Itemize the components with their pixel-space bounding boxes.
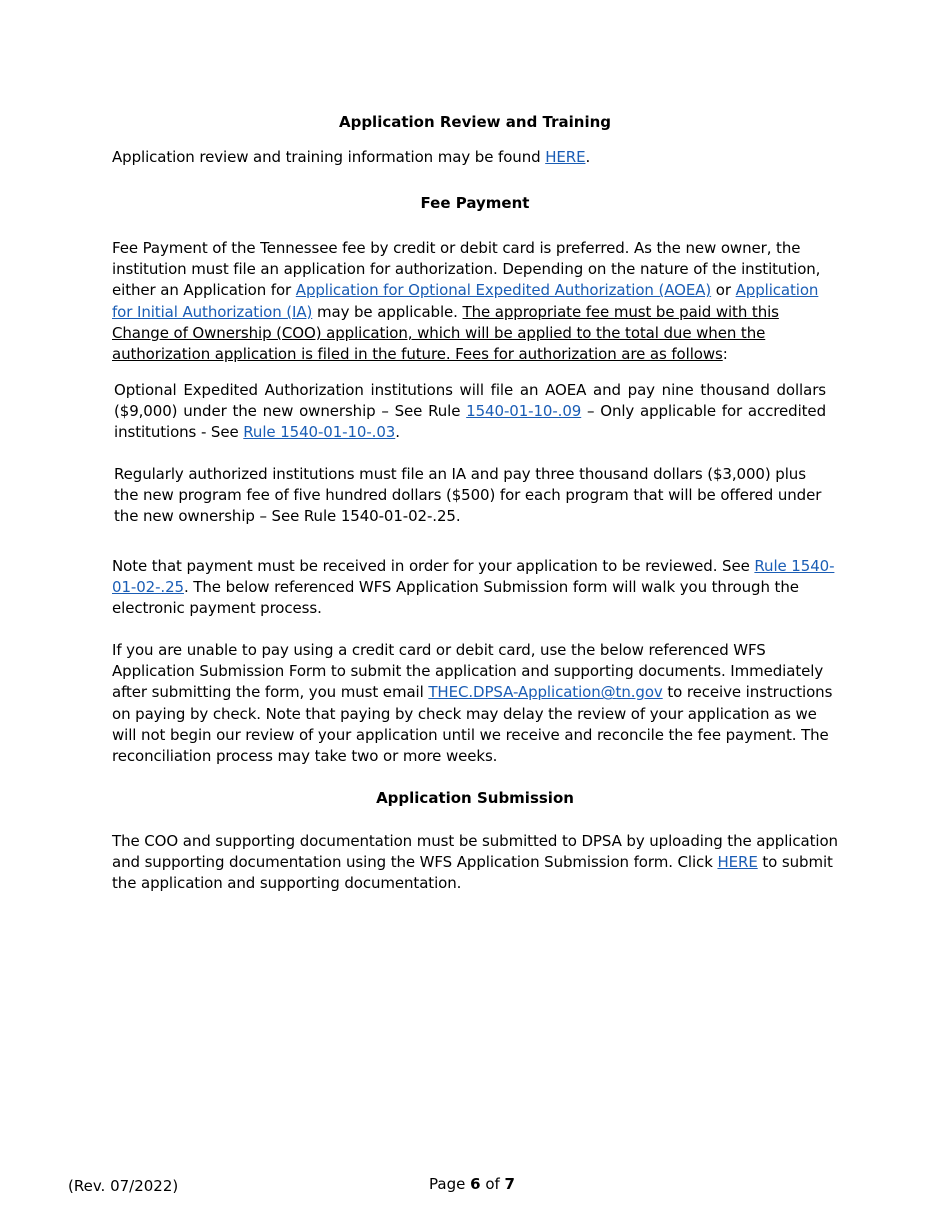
aoea-fee-text-3: . xyxy=(395,423,400,442)
review-text: Application review and training information may be found xyxy=(112,148,546,166)
submission-text: The COO and supporting documentation must be submitted to DPSA by uploading the application and supporting documentation using the WFS Application Submission form. Click xyxy=(112,832,838,872)
aoea-fee-text-2: – Only applicable for accredited institutions - See xyxy=(114,402,826,442)
page-prefix: Page xyxy=(429,1175,471,1193)
review-heading: Application Review and Training xyxy=(338,113,612,131)
submission-text-2: to submit the application and supporting documentation. xyxy=(112,853,833,893)
review-text-end: . xyxy=(585,148,591,166)
submission-heading: Application Submission xyxy=(376,789,574,807)
page-total: 7 xyxy=(504,1175,515,1193)
fee-intro-colon: : xyxy=(722,345,728,364)
rule-1540-01-10-03-link[interactable]: Rule 1540-01-10-.03 xyxy=(243,423,396,442)
payment-note-paragraph xyxy=(112,556,838,620)
fee-intro-or: or xyxy=(711,281,736,300)
rule-1540-01-02-25-link[interactable]: Rule 1540-01-02-.25 xyxy=(112,557,835,597)
fee-heading: Fee Payment xyxy=(420,194,530,212)
dpsa-email-link[interactable]: THEC.DPSA-Application@tn.gov xyxy=(428,683,663,702)
aoea-fee-text: Optional Expedited Authorization institutions will file an AOEA and pay nine thousand dollars ($9,000) under the new ownership – See Rule xyxy=(114,381,826,421)
fee-intro-underlined: The appropriate fee must be paid with this Change of Ownership (COO) application, which will be applied to the total due when the authorization application is filed in the future. Fees for authorization are as follows xyxy=(112,302,779,364)
submission-paragraph xyxy=(112,831,838,895)
aoea-fee-paragraph xyxy=(114,380,826,444)
submission-here-link[interactable]: HERE xyxy=(717,853,758,872)
payment-note-text: Note that payment must be received in order for your application to be reviewed. See xyxy=(112,557,755,575)
ia-fee-paragraph: Regularly authorized institutions must file an IA and pay three thousand dollars ($3,000) plus the new program fee of five hundred dollars ($500) for each program that will be offered under the new ownership – See Rule 1540-01-02-.25. xyxy=(114,465,822,526)
revision-date: (Rev. 07/2022) xyxy=(68,1177,179,1195)
page-current: 6 xyxy=(470,1175,481,1193)
fee-intro-applicable: may be applicable. xyxy=(312,302,463,321)
ia-application-link[interactable]: Application for Initial Authorization (IA) xyxy=(112,281,819,321)
page-of: of xyxy=(480,1175,505,1193)
fee-intro-paragraph xyxy=(112,238,838,365)
fee-intro-text: Fee Payment of the Tennessee fee by credit or debit card is preferred. As the new owner, the institution must file an application for authorization. Depending on the nature of the institution, either an Application for xyxy=(112,239,821,300)
check-payment-text: If you are unable to pay using a credit card or debit card, use the below referenced WFS Application Submission Form to submit the application and supporting documents. Immediately after submitting the form, you must email xyxy=(112,641,824,702)
payment-note-text-2: . The below referenced WFS Application Submission form will walk you through the electronic payment process. xyxy=(112,578,799,618)
page-number xyxy=(0,1174,944,1194)
rule-1540-01-10-09-link[interactable]: 1540-01-10-.09 xyxy=(466,402,582,421)
review-paragraph xyxy=(112,147,838,168)
review-here-link[interactable]: HERE xyxy=(545,148,586,166)
aoea-application-link[interactable]: Application for Optional Expedited Authorization (AOEA) xyxy=(295,281,712,300)
check-payment-text-2: to receive instructions on paying by check. Note that paying by check may delay the review of your application as we will not begin our review of your application until we receive and reconcile the fee payment. The reconciliation process may take two or more weeks. xyxy=(112,683,833,766)
check-payment-paragraph xyxy=(112,640,838,767)
